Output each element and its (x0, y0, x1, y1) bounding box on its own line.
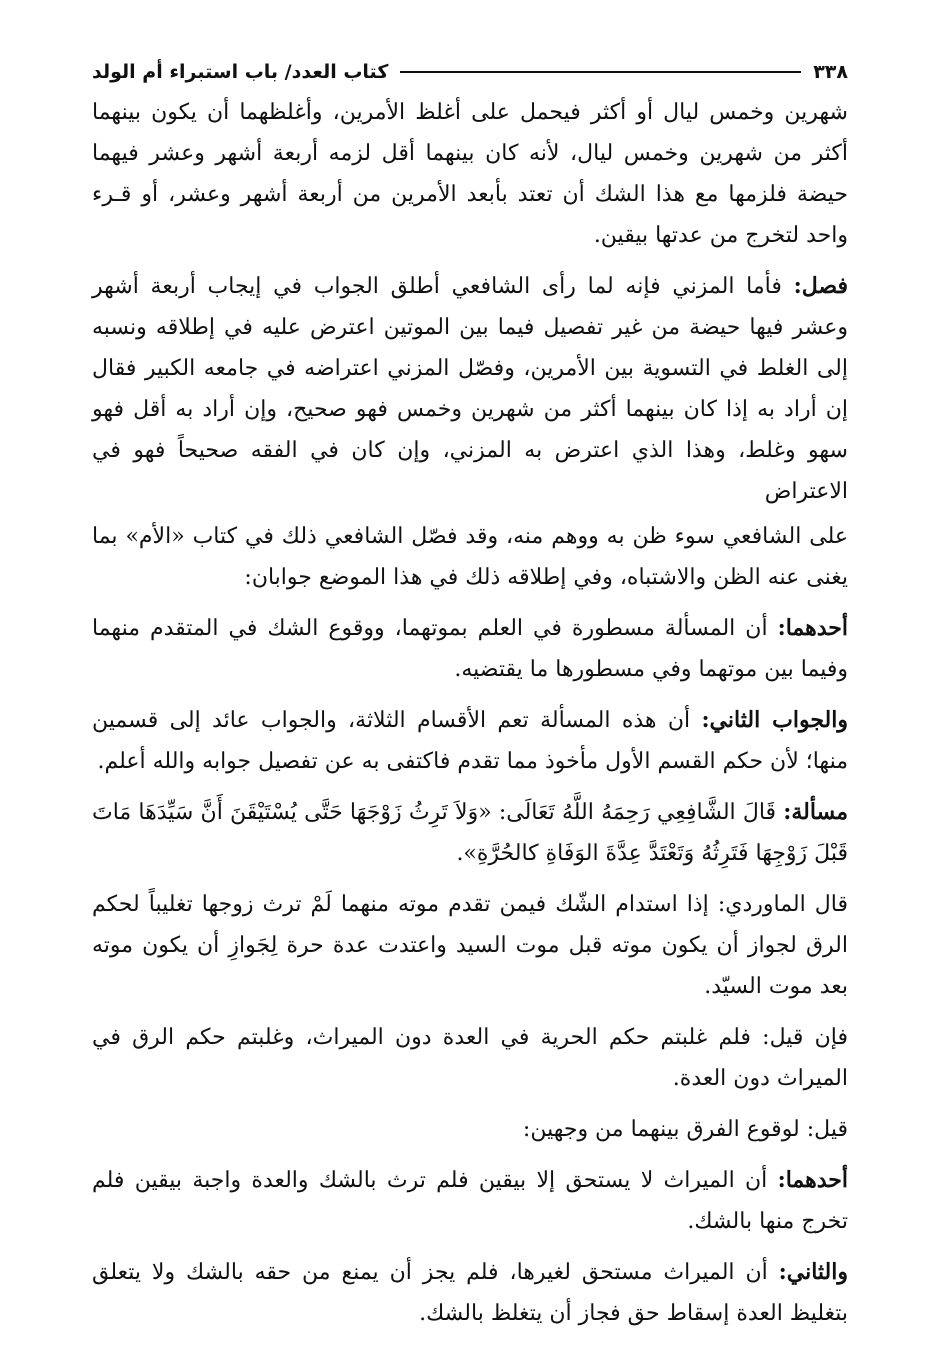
paragraph-3-text: على الشافعي سوء ظن به ووهم منه، وقد فصّل الشافعي ذلك في كتاب «الأم» بما يغنى عنه الظن والاشتباه، وفي إطلاقه ذلك في هذا الموضع جوابان: (92, 524, 848, 590)
page-number: ٣٣٨ (813, 61, 848, 83)
paragraph-5-text: أن هذه المسألة تعم الأقسام الثلاثة، والجواب عائد إلى قسمين منها؛ لأن حكم القسم الأول مأخوذ مما تقدم فاكتفى به عن تفصيل جوابه والله أعلم. (92, 708, 848, 774)
paragraph-4-lead: أحدهما: (777, 615, 848, 641)
paragraph-7-text: قال الماوردي: إذا استدام الشّك فيمن تقدم موته منهما لَمْ ترث زوجها تغليباً لحكم الرق لجواز أن يكون موته قبل موت السيد واعتدت عدة حرة لِجَوازِ أن يكون موته بعد موت السيّد. (92, 892, 848, 999)
paragraph-6-text: قَالَ الشَّافِعِي رَحِمَهُ اللَّهُ تَعَالَى: «وَلاَ تَرِثُ زَوْجَهَا حَتَّى يُسْتَيْقَنَ أَنَّ سَيِّدَهَا مَاتَ قَبْلَ زَوْجِهَا فَتَرِثُهُ وَتَعْتَدَّ عِدَّةَ الوَفَاةِ كالحُرَّةِ». (92, 800, 848, 866)
paragraph-9-text: قيل: لوقوع الفرق بينهما من وجهين: (522, 1117, 848, 1142)
paragraph-11-text: أن الميراث مستحق لغيرها، فلم يجز أن يمنع من حقه بالشك ولا يتعلق بتغليظ العدة إسقاط حق فجاز أن يتغلظ بالشك. (92, 1260, 848, 1326)
paragraph-1 (92, 92, 848, 256)
paragraph-11 (92, 1252, 848, 1334)
paragraph-5-lead: والجواب الثاني: (701, 707, 848, 733)
paragraph-5 (92, 700, 848, 782)
paragraph-7 (92, 884, 848, 1007)
paragraph-6 (92, 792, 848, 874)
paragraph-2-text: فأما المزني فإنه لما رأى الشافعي أطلق الجواب في إيجاب أربعة أشهر وعشر فيها حيضة من غير تفصيل فيما بين الموتين اعترض عليه في إطلاقه ونسبه إلى الغلط في التسوية بين الأمرين، وفصّل المزني اعتراضه في جامعه الكبير فقال إن أراد به إذا كان بينهما أكثر من شهرين وخمس فهو صحيح، وإن أراد به أقل فهو سهو وغلط، وهذا الذي اعترض به المزني، وإن كان في الفقه صحيحاً فهو في الاعتراض (92, 274, 848, 504)
document-page (92, 52, 848, 1344)
paragraph-10-text: أن الميراث لا يستحق إلا بيقين فلم ترث بالشك والعدة واجبة بيقين فلم تخرج منها بالشك. (92, 1168, 848, 1234)
paragraph-10 (92, 1160, 848, 1242)
paragraph-10-lead: أحدهما: (777, 1167, 848, 1193)
paragraph-11-lead: والثاني: (778, 1259, 848, 1285)
paragraph-8-text: فإن قيل: فلم غلبتم حكم الحرية في العدة دون الميراث، وغلبتم حكم الرق في الميراث دون العدة. (92, 1025, 848, 1091)
paragraph-3 (92, 516, 848, 598)
paragraph-1-text: شهرين وخمس ليال أو أكثر فيحمل على أغلظ الأمرين، وأغلظهما أن يكون بينهما أكثر من شهرين وخمس ليال، لأنه كان بينهما أقل لزمه أربعة أشهر وعشر فيهما حيضة فلزمها مع هذا الشك أن تعتد بأبعد الأمرين من أربعة أشهر وعشر، أو قـرء واحد لتخرج من عدتها بيقين. (92, 100, 848, 248)
paragraph-8 (92, 1017, 848, 1099)
page-header (92, 52, 848, 92)
paragraph-9 (92, 1109, 848, 1150)
header-rule (400, 71, 801, 73)
paragraph-4-text: أن المسألة مسطورة في العلم بموتهما، ووقوع الشك في المتقدم منهما وفيما بين موتهما وفي مسطورها ما يقتضيه. (92, 616, 848, 682)
running-title: كتاب العدد/ باب استبراء أم الولد (92, 61, 389, 83)
paragraph-4 (92, 608, 848, 690)
paragraph-6-lead: مسألة: (783, 799, 848, 825)
paragraph-2-lead: فصل: (793, 273, 848, 299)
paragraph-2 (92, 266, 848, 512)
